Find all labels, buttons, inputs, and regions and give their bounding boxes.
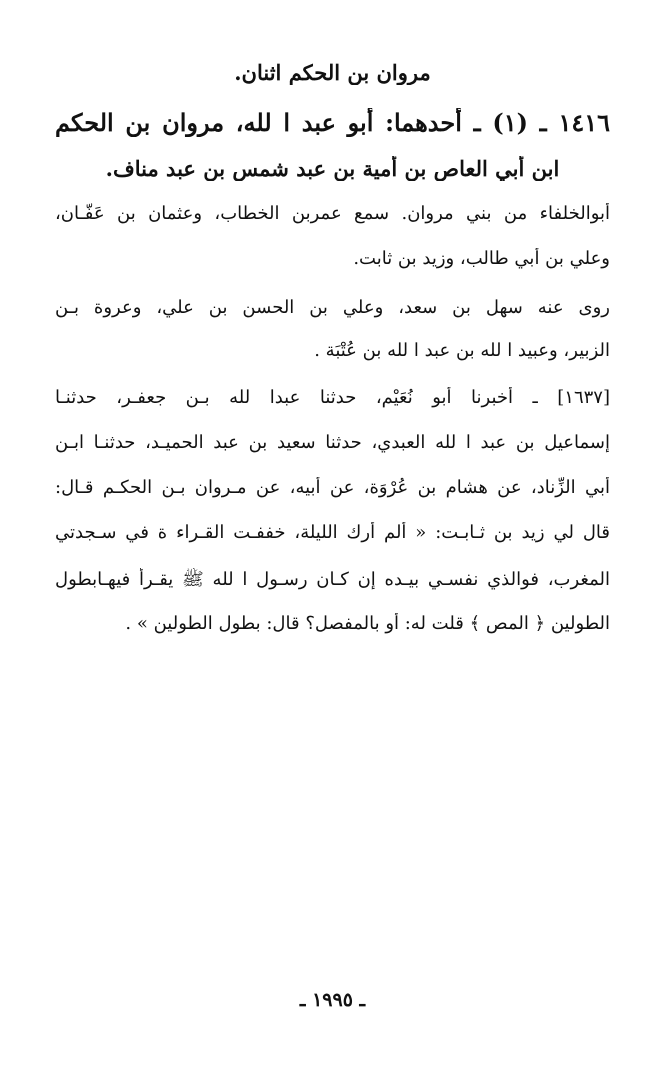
hadith-line-6: الطولين ﴿ المص ﴾ قلت له: أو بالمفصل؟ قال: بطول الطولين » . bbox=[125, 613, 610, 634]
hadith-line-4: قال لي زيد بن ثـابـت: « ألم أرك الليلة، خففـت القـراء ة في سـجدتي bbox=[55, 522, 610, 543]
entry-heading-number-and-name: ١٤١٦ ـ (١) ـ أحدهما: أبو عبد ا لله، مروان بن الحكم bbox=[55, 108, 610, 137]
entry-heading-lineage: ابن أبي العاص بن أمية بن عبد شمس بن عبد مناف. bbox=[105, 156, 560, 181]
hadith-line-3: أبي الزِّناد، عن هشام بن عُرْوَة، عن أبيه، عن مـروان بـن الحكـم قـال: bbox=[55, 477, 610, 498]
hadith-line-5: المغرب، فوالذي نفسـي بيـده إن كـان رسـول ا لله ﷺ يقـرأ فيهـابطول bbox=[55, 569, 610, 590]
biography-line-2: وعلي بن أبي طالب، وزيد بن ثابت. bbox=[353, 248, 610, 269]
hadith-line-2: إسماعيل بن عبد ا لله العبدي، حدثنا سعيد بن عبد الحميـد، حدثنـا ابـن bbox=[55, 432, 610, 453]
page-number: ـ ١٩٩٥ ـ bbox=[299, 989, 366, 1011]
biography-line-1: أبوالخلفاء من بني مروان. سمع عمربن الخطاب، وعثمان بن عَفَّـان، bbox=[55, 203, 610, 224]
section-heading: مروان بن الحكم اثنان. bbox=[234, 60, 431, 85]
hadith-line-1: [١٦٣٧] ـ أخبرنا أبو نُعَيْم، حدثنا عبدا لله بـن جعفـر، حدثنـا bbox=[55, 387, 610, 408]
narrators-line-2: الزبير، وعبيد ا لله بن عبد ا لله بن عُتْبَة . bbox=[314, 340, 610, 361]
narrators-line-1: روى عنه سهل بن سعد، وعلي بن الحسن بن علي، وعروة بـن bbox=[55, 297, 610, 318]
